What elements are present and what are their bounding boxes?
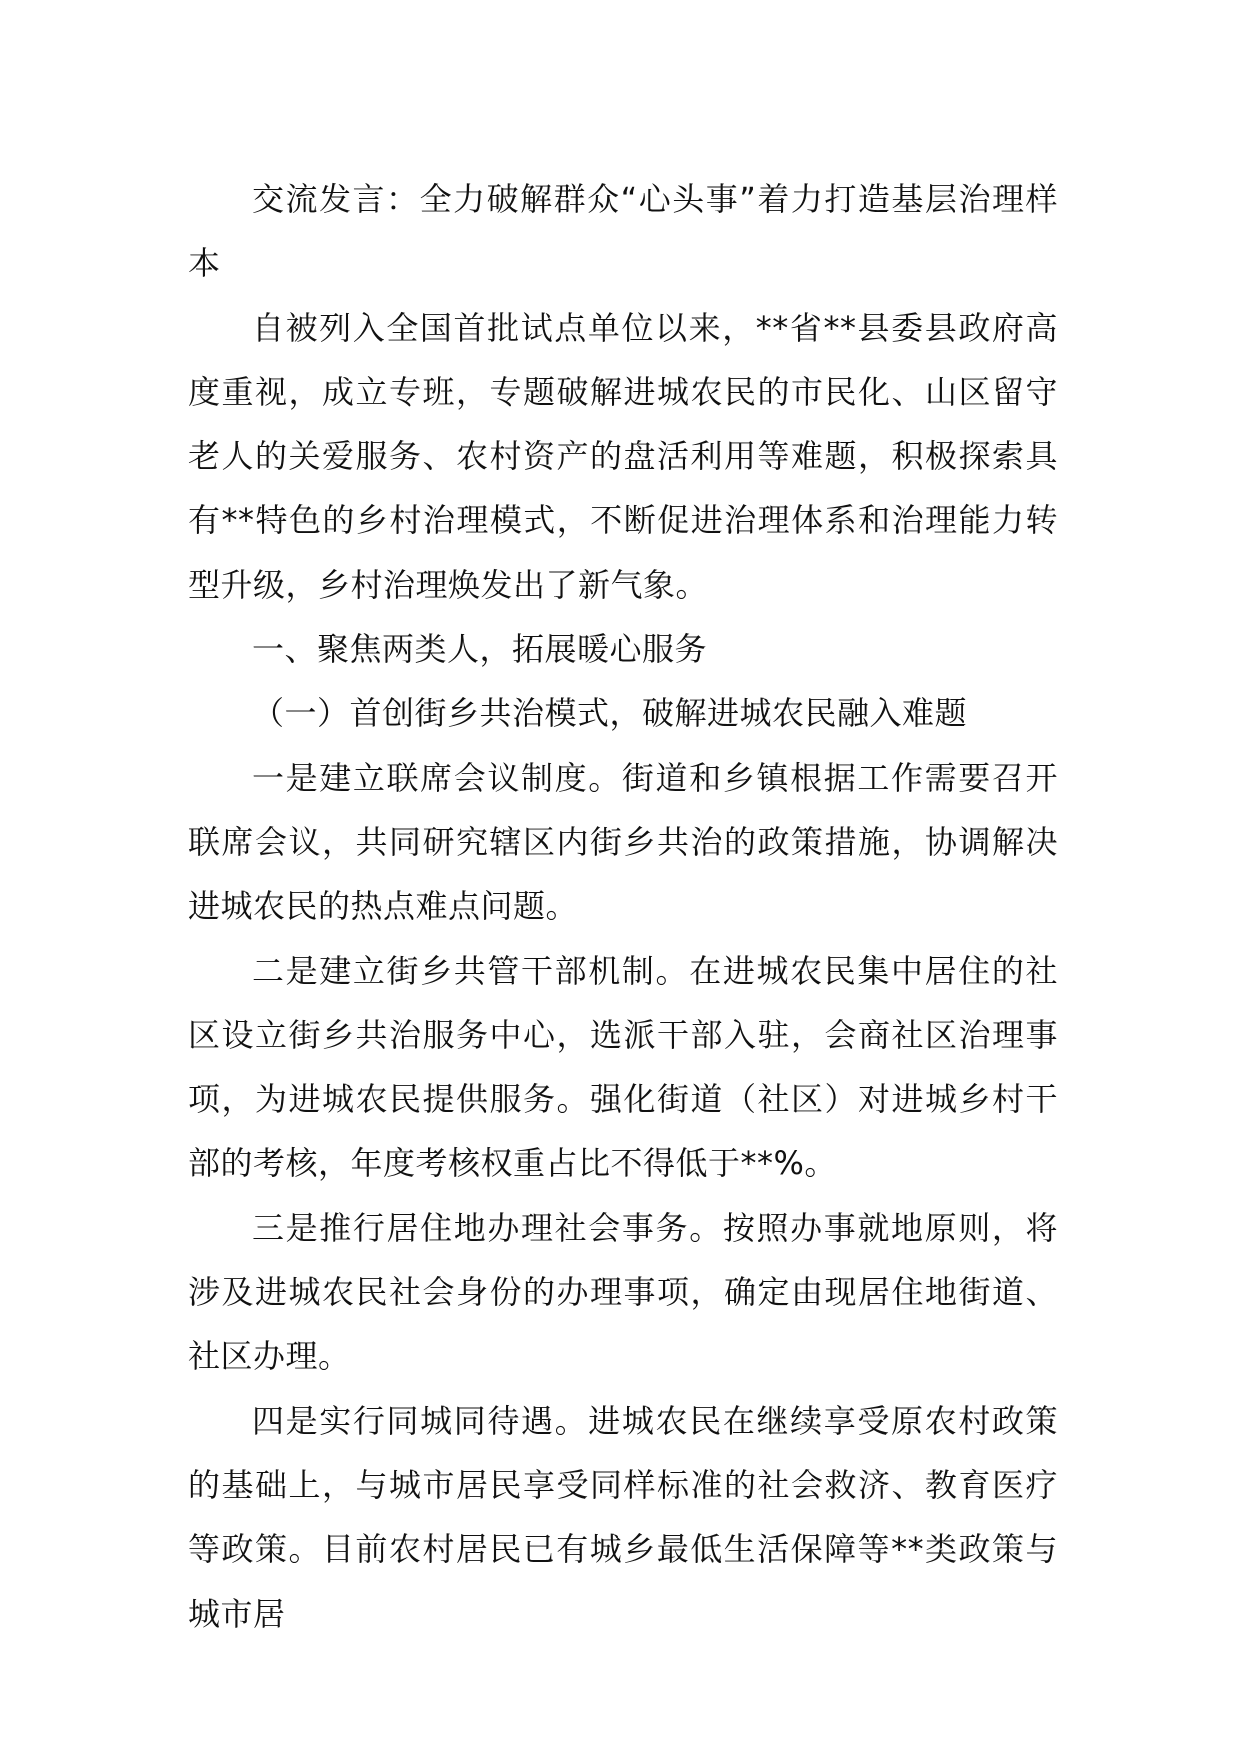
- document-title: 交流发言：全力破解群众“心头事”着力打造基层治理样本: [188, 180, 1058, 283]
- paragraph-point-4: 四是实行同城同待遇。进城农民在继续享受原农村政策的基础上，与城市居民享受同样标准的社会救济、教育医疗等政策。目前农村居民已有城乡最低生活保障等**类政策与城市居: [188, 1401, 1058, 1633]
- paragraph-point-1: 一是建立联席会议制度。街道和乡镇根据工作需要召开联席会议，共同研究辖区内街乡共治的政策措施，协调解决进城农民的热点难点问题。: [188, 758, 1058, 926]
- section-heading-1: 一、聚焦两类人，拓展暖心服务: [252, 630, 708, 669]
- paragraph-point-3: 三是推行居住地办理社会事务。按照办事就地原则，将涉及进城农民社会身份的办理事项，确定由现居住地街道、社区办理。: [188, 1208, 1058, 1376]
- subsection-heading-1: （一）首创街乡共治模式，破解进城农民融入难题: [252, 694, 968, 733]
- paragraph-intro: 自被列入全国首批试点单位以来，**省**县委县政府高度重视，成立专班，专题破解进城农民的市民化、山区留守老人的关爱服务、农村资产的盘活利用等难题，积极探索具有**特色的乡村治理模式，不断促进治理体系和治理能力转型升级，乡村治理焕发出了新气象。: [188, 308, 1058, 604]
- document-body: [188, 167, 1058, 1646]
- paragraph-point-2: 二是建立街乡共管干部机制。在进城农民集中居住的社区设立街乡共治服务中心，选派干部入驻，会商社区治理事项，为进城农民提供服务。强化街道（社区）对进城乡村干部的考核，年度考核权重占比不得低于**%。: [188, 951, 1058, 1183]
